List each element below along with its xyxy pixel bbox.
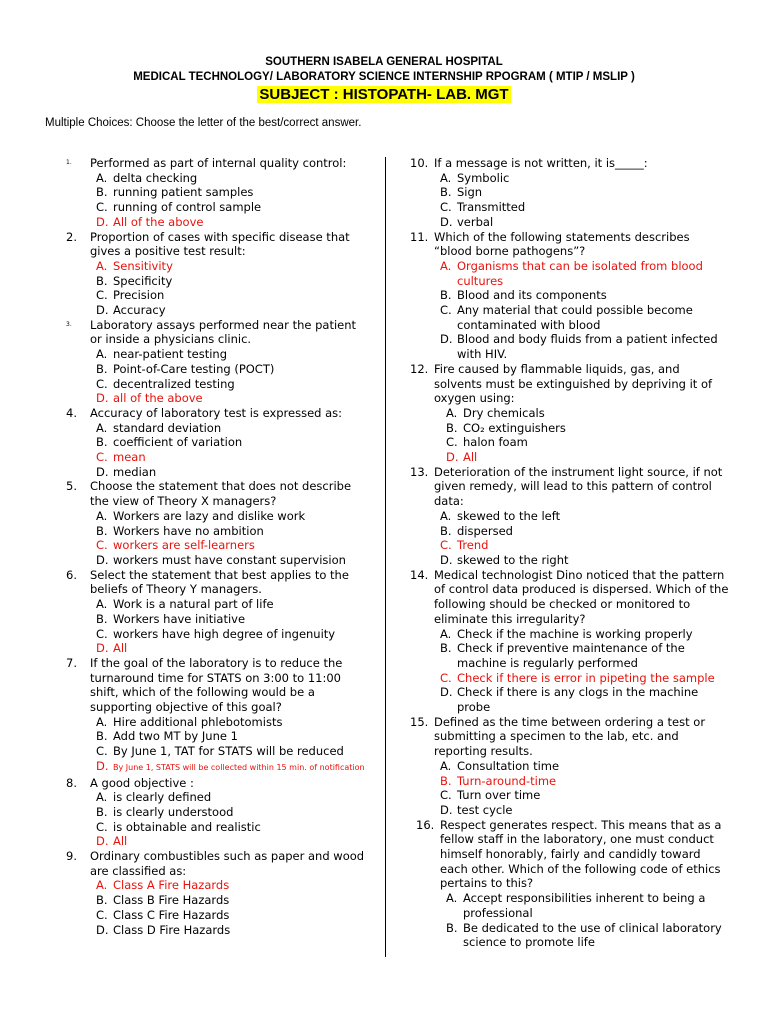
question-number: 7. — [66, 655, 77, 670]
answer-choice — [434, 774, 730, 789]
choice-letter: C. — [440, 303, 452, 318]
choice — [90, 288, 371, 303]
choice-letter: A. — [440, 626, 452, 641]
choice-letter: D. — [440, 802, 453, 817]
choice-text: All — [113, 641, 128, 656]
question-number: 12. — [410, 361, 429, 376]
question-text: Accuracy of laboratory test is expressed as: — [90, 405, 343, 420]
question-text: Fire caused by flammable liquids, gas, and solvents must be extinguished by depriving it of oxygen using: — [434, 361, 713, 406]
choice — [90, 612, 371, 627]
choice — [90, 200, 371, 215]
choice-text: Work is a natural part of life — [113, 597, 274, 612]
choice — [90, 923, 371, 938]
choice-letter: D. — [440, 552, 453, 567]
choice — [434, 803, 730, 818]
question-number: 4. — [66, 405, 77, 420]
choice-text: Precision — [113, 288, 165, 303]
choice — [90, 893, 371, 908]
choice-text: Turn-around-time — [457, 773, 557, 788]
choice-text: Check if there is error in pipeting the sample — [457, 670, 715, 685]
question-text: Respect generates respect. This means that as a fellow staff in the laboratory, one must conduct himself honorably, fairly and candidly toward each other. Which of the following code of ethics pertains to this? — [440, 817, 722, 891]
choice-letter: B. — [96, 435, 108, 450]
choice-text: is clearly understood — [113, 804, 234, 819]
choice-text: Trend — [457, 538, 489, 553]
choice-list — [90, 259, 371, 318]
choice — [434, 641, 730, 670]
choice-letter: D. — [440, 214, 453, 229]
choice-letter: B. — [96, 611, 108, 626]
choice-letter: C. — [96, 288, 108, 303]
choice-letter: C. — [440, 200, 452, 215]
choice-text: running of control sample — [113, 200, 262, 215]
choice-letter: B. — [96, 185, 108, 200]
choice-list — [434, 406, 730, 465]
question-text: If a message is not written, it is_____: — [434, 156, 648, 170]
answer-choice — [434, 538, 730, 553]
answer-choice — [90, 641, 371, 656]
choice-text: Symbolic — [457, 170, 510, 185]
question-number: 10. — [410, 156, 429, 170]
choice-letter: C. — [96, 744, 108, 759]
choice-text: Consultation time — [457, 758, 560, 773]
choice-letter: A. — [96, 714, 108, 729]
choice-text: Class C Fire Hazards — [113, 907, 230, 922]
choice-letter: D. — [96, 214, 109, 229]
question-text: If the goal of the laboratory is to reduce the turnaround time for STATS on 3:00 to 11:00 shift, which of the following would be a supporting objective of this goal? — [90, 655, 343, 715]
choice — [90, 524, 371, 539]
choice-text: All — [113, 834, 128, 849]
choice-letter: A. — [96, 790, 108, 805]
choice-letter: B. — [96, 893, 108, 908]
choice-letter: C. — [446, 435, 458, 450]
choice-list — [434, 509, 730, 568]
choice-list — [90, 509, 371, 568]
choice-letter: D. — [440, 332, 453, 347]
choice-text: All — [463, 450, 478, 465]
choice-letter: C. — [96, 819, 108, 834]
question-4 — [66, 406, 371, 480]
choice-list — [434, 759, 730, 818]
instructions: Multiple Choices: Choose the letter of the best/correct answer. — [45, 117, 362, 129]
choice-text: skewed to the left — [457, 508, 561, 523]
choice — [90, 347, 371, 362]
choice-list — [90, 878, 371, 937]
choice — [434, 524, 730, 539]
choice-list — [90, 421, 371, 480]
choice-text: Workers have initiative — [113, 611, 246, 626]
choice — [90, 274, 371, 289]
question-text: Which of the following statements describes “blood borne pathogens”? — [434, 229, 690, 259]
choice-text: Organisms that can be isolated from blood cultures — [457, 258, 703, 288]
choice-text: Be dedicated to the use of clinical laboratory science to promote life — [463, 920, 722, 950]
choice — [440, 421, 730, 436]
choice-letter: A. — [440, 170, 452, 185]
choice-text: skewed to the right — [457, 552, 569, 567]
choice-letter: D. — [440, 685, 453, 700]
choice-text: Specificity — [113, 273, 173, 288]
hospital-name: SOUTHERN ISABELA GENERAL HOSPITAL — [265, 56, 503, 68]
choice-letter: B. — [96, 273, 108, 288]
choice-letter: A. — [96, 258, 108, 273]
choice — [434, 200, 730, 215]
question-text: Performed as part of internal quality control: — [90, 156, 347, 170]
choice-letter: D. — [96, 303, 109, 318]
choice — [90, 597, 371, 612]
choice — [90, 744, 371, 759]
choice — [434, 303, 730, 332]
choice-letter: A. — [96, 597, 108, 612]
choice — [90, 435, 371, 450]
choice — [90, 509, 371, 524]
choice-text: verbal — [457, 214, 494, 229]
question-6 — [66, 568, 371, 656]
question-text: Choose the statement that does not describe the view of Theory X managers? — [90, 479, 352, 509]
question-2 — [66, 230, 371, 318]
question-12 — [410, 362, 730, 465]
choice-letter: A. — [96, 170, 108, 185]
answer-choice — [434, 671, 730, 686]
answer-choice — [434, 259, 730, 288]
answer-choice — [90, 759, 371, 776]
choice — [440, 406, 730, 421]
question-number: 11. — [410, 229, 429, 244]
choice-letter: B. — [440, 523, 452, 538]
answer-choice — [90, 450, 371, 465]
question-16 — [410, 818, 730, 950]
question-number: 16. — [416, 817, 435, 832]
question-number: 14. — [410, 567, 429, 582]
choice-text: Sensitivity — [113, 258, 173, 273]
choice-text: workers are self-learners — [113, 538, 255, 553]
choice — [434, 332, 730, 361]
choice-letter: D. — [96, 834, 109, 849]
question-text: Proportion of cases with specific disease that gives a positive test result: — [90, 229, 350, 259]
choice — [90, 377, 371, 392]
choice-text: standard deviation — [113, 420, 222, 435]
choice-letter: B. — [440, 288, 452, 303]
choice-text: All of the above — [113, 214, 204, 229]
choice-letter: A. — [440, 258, 452, 273]
choice-letter: D. — [96, 758, 109, 773]
choice — [434, 171, 730, 186]
choice-letter: B. — [96, 361, 108, 376]
choice-list — [434, 171, 730, 230]
choice-letter: B. — [96, 523, 108, 538]
choice — [434, 288, 730, 303]
choice-text: Dry chemicals — [463, 405, 545, 420]
choice-text: Class A Fire Hazards — [113, 878, 230, 893]
choice — [90, 465, 371, 480]
choice-list — [440, 891, 730, 950]
question-10 — [410, 156, 730, 230]
choice-text: median — [113, 464, 157, 479]
questions-left-column — [66, 156, 371, 937]
question-14 — [410, 568, 730, 715]
choice-letter: B. — [446, 420, 458, 435]
choice-text: Point-of-Care testing (POCT) — [113, 361, 275, 376]
choice — [90, 627, 371, 642]
choice-letter: A. — [96, 508, 108, 523]
question-number: 9. — [66, 849, 77, 864]
choice-text: mean — [113, 450, 146, 465]
choice-letter: C. — [440, 670, 452, 685]
choice-letter: C. — [96, 376, 108, 391]
choice — [434, 627, 730, 642]
choice-text: Hire additional phlebotomists — [113, 714, 283, 729]
choice — [90, 553, 371, 568]
question-number: 8. — [66, 775, 77, 790]
choice-text: Blood and its components — [457, 288, 607, 303]
choice-letter: B. — [96, 804, 108, 819]
choice — [440, 435, 730, 450]
choice-letter: A. — [96, 347, 108, 362]
answer-choice — [90, 834, 371, 849]
choice-letter: C. — [96, 200, 108, 215]
choice-text: Workers have no ambition — [113, 523, 264, 538]
choice — [90, 715, 371, 730]
choice-text: By June 1, STATS will be collected within 15 min. of notification — [113, 762, 365, 772]
choice — [90, 421, 371, 436]
choice-text: decentralized testing — [113, 376, 235, 391]
question-number: 3. — [66, 320, 72, 328]
question-11 — [410, 230, 730, 362]
answer-choice — [90, 878, 371, 893]
question-number: 2. — [66, 229, 77, 244]
choice-letter: D. — [96, 922, 109, 937]
choice-text: workers must have constant supervision — [113, 552, 346, 567]
answer-choice — [90, 259, 371, 274]
choice-letter: A. — [446, 891, 458, 906]
question-number: 5. — [66, 479, 77, 494]
question-9 — [66, 849, 371, 937]
choice-letter: D. — [96, 641, 109, 656]
question-15 — [410, 715, 730, 818]
choice-text: halon foam — [463, 435, 528, 450]
choice — [90, 908, 371, 923]
choice-text: near-patient testing — [113, 347, 228, 362]
choice-list — [90, 715, 371, 776]
choice-letter: C. — [96, 626, 108, 641]
choice-letter: A. — [440, 758, 452, 773]
choice — [90, 303, 371, 318]
question-13 — [410, 465, 730, 568]
question-text: Deterioration of the instrument light source, if not given remedy, will lead to this pattern of control data: — [434, 464, 723, 509]
choice-letter: A. — [96, 878, 108, 893]
choice-text: Turn over time — [457, 788, 541, 803]
document-header — [0, 55, 768, 104]
choice-letter: B. — [440, 185, 452, 200]
choice-letter: D. — [96, 464, 109, 479]
choice-text: Class B Fire Hazards — [113, 893, 230, 908]
choice-text: Transmitted — [457, 200, 526, 215]
choice — [90, 729, 371, 744]
choice-list — [90, 171, 371, 230]
question-number: 1. — [66, 159, 72, 166]
question-text: Select the statement that best applies to the beliefs of Theory Y managers. — [90, 567, 349, 597]
choice — [90, 362, 371, 377]
choice-text: all of the above — [113, 391, 203, 406]
question-text: Laboratory assays performed near the patient or inside a physicians clinic. — [90, 317, 357, 347]
question-3 — [66, 318, 371, 406]
choice — [90, 790, 371, 805]
choice-text: delta checking — [113, 170, 198, 185]
choice — [434, 685, 730, 714]
choice-letter: B. — [440, 773, 452, 788]
choice — [434, 553, 730, 568]
choice — [90, 805, 371, 820]
choice-letter: A. — [96, 420, 108, 435]
choice — [440, 891, 730, 920]
question-text: Ordinary combustibles such as paper and wood are classified as: — [90, 849, 365, 878]
choice-text: is clearly defined — [113, 790, 212, 805]
choice — [434, 788, 730, 803]
choice-letter: A. — [446, 405, 458, 420]
column-divider — [385, 157, 386, 957]
choice-letter: C. — [96, 538, 108, 553]
question-7 — [66, 656, 371, 776]
choice-list — [90, 597, 371, 656]
program-name: MEDICAL TECHNOLOGY/ LABORATORY SCIENCE INTERNSHIP RPOGRAM ( MTIP / MSLIP ) — [133, 71, 635, 83]
choice-text: Check if the machine is working properly — [457, 626, 693, 641]
choice — [90, 171, 371, 186]
choice-letter: D. — [96, 552, 109, 567]
choice-text: Check if preventive maintenance of the machine is regularly performed — [457, 641, 685, 670]
choice — [434, 215, 730, 230]
question-1 — [66, 156, 371, 230]
choice — [440, 921, 730, 950]
subject-title: SUBJECT : HISTOPATH- LAB. MGT — [259, 86, 509, 103]
question-text: Defined as the time between ordering a test or submitting a specimen to the lab, etc. and reporting results. — [434, 714, 706, 759]
choice-letter: C. — [96, 450, 108, 465]
choice-letter: C. — [440, 538, 452, 553]
choice — [434, 185, 730, 200]
choice-text: test cycle — [457, 802, 513, 817]
question-8 — [66, 776, 371, 850]
choice-text: dispersed — [457, 523, 513, 538]
choice-letter: C. — [440, 788, 452, 803]
choice-text: Workers are lazy and dislike work — [113, 508, 306, 523]
choice-text: running patient samples — [113, 185, 254, 200]
choice-letter: B. — [446, 920, 458, 935]
question-5 — [66, 479, 371, 567]
choice-text: workers have high degree of ingenuity — [113, 626, 336, 641]
choice-text: is obtainable and realistic — [113, 819, 261, 834]
choice-text: CO₂ extinguishers — [463, 420, 566, 435]
choice-list — [90, 790, 371, 849]
choice — [90, 185, 371, 200]
choice-letter: D. — [96, 391, 109, 406]
choice-text: By June 1, TAT for STATS will be reduced — [113, 744, 344, 759]
choice — [434, 759, 730, 774]
question-text: Medical technologist Dino noticed that the pattern of control data produced is dispersed. Which of the following should be checked or monitored to eliminate this irregularity? — [434, 567, 729, 626]
choice-letter: B. — [440, 641, 452, 656]
answer-choice — [90, 538, 371, 553]
answer-choice — [440, 450, 730, 465]
choice-letter: C. — [96, 907, 108, 922]
answer-choice — [90, 215, 371, 230]
choice-text: Blood and body fluids from a patient infected with HIV. — [457, 332, 718, 362]
choice-list — [90, 347, 371, 406]
choice-text: Accuracy — [113, 303, 166, 318]
choice-text: Sign — [457, 185, 483, 200]
choice-letter: D. — [446, 450, 459, 465]
choice-text: Class D Fire Hazards — [113, 922, 231, 937]
question-number: 6. — [66, 567, 77, 582]
question-text: A good objective : — [90, 775, 194, 790]
question-number: 13. — [410, 464, 429, 479]
choice-list — [434, 627, 730, 715]
questions-right-column — [410, 156, 730, 950]
choice — [90, 820, 371, 835]
choice-text: Accept responsibilities inherent to being a professional — [463, 891, 706, 920]
answer-choice — [90, 391, 371, 406]
choice — [434, 509, 730, 524]
question-number: 15. — [410, 714, 429, 729]
choice-text: Any material that could possible become contaminated with blood — [457, 303, 693, 332]
choice-list — [434, 259, 730, 362]
choice-text: coefficient of variation — [113, 435, 243, 450]
choice-letter: B. — [96, 729, 108, 744]
choice-letter: A. — [440, 508, 452, 523]
choice-text: Check if there is any clogs in the machine probe — [457, 685, 699, 715]
choice-text: Add two MT by June 1 — [113, 729, 238, 744]
